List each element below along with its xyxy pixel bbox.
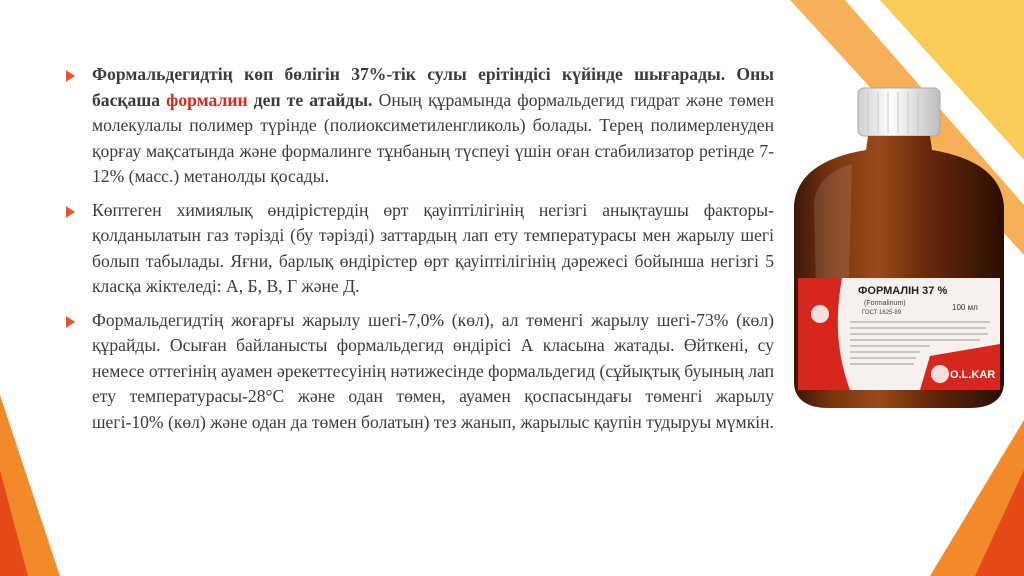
bullet-item-2 bbox=[62, 198, 774, 300]
bullet-rest: Оның құрамында формальдегид гидрат және төмен молекулалы полимер түрінде (полиоксиметиленгликоль) болады. Терең полимерленуден қорғау мақсатында және формалинге тұнбаның түспеуі үшін оған стабилизатор ретінде 7-12% (масс.) метанолды қосады. bbox=[92, 89, 775, 186]
label-volume: 100 мл bbox=[952, 303, 978, 312]
formalin-bottle-image bbox=[780, 82, 1018, 412]
bullet-text-1 bbox=[92, 62, 774, 190]
bullet-arrow-icon bbox=[66, 206, 75, 218]
bullet-arrow-icon bbox=[66, 316, 75, 328]
label-brand: O.L.KAR bbox=[950, 369, 996, 381]
bullet-arrow-icon bbox=[66, 70, 75, 82]
formalin-term: формалин bbox=[166, 89, 248, 110]
brand-bird-icon bbox=[931, 365, 949, 383]
bold-intro: Формальдегидтің көп бөлігін 37%-тік сулы ерітіндісі күйінде шығарады. Оны басқаша bbox=[92, 64, 774, 110]
label-title: ФОРМАЛІН 37 % bbox=[858, 285, 948, 297]
text-body bbox=[62, 62, 774, 443]
bullet-item-1 bbox=[62, 62, 774, 190]
label-latin: (Formalinum) bbox=[864, 300, 906, 307]
bold-outro: деп те атайды. bbox=[253, 89, 373, 110]
bird-logo-icon bbox=[811, 305, 829, 323]
bullet-text-2: Көптеген химиялық өндірістердің өрт қауіптілігінің негізгі анықтаушы факторы-қолданылатын газ тәрізді (бу тәрізді) заттардың лап ету температурасы мен жарылу шегі болып табылады. Яғни, барлық өндірістер өрт қауіптілігінің дәрежесі бойынша негізгі 5 класқа жіктеледі: А, Б, В, Г және Д. bbox=[92, 199, 774, 296]
label-gost: ГОСТ 1625-89 bbox=[862, 310, 902, 316]
bullet-item-3 bbox=[62, 308, 774, 436]
bullet-text-3: Формальдегидтің жоғарғы жарылу шегі-7,0% (көл), ал төменгі жарылу шегі-73% (көл) құрайды. Осыған байланысты формальдегид өндірісі А класына жатады. Өйткені, су немесе оттегінің ауамен әрекеттесуінің нәтижесінде формальдегид (сұйықтық буының лап ету температурасы-28°С және одан төмен, ауамен қоспасындағы төменгі жарылу шегі-10% (көл) және одан да төмен болатын) тез жанып, жарылыс қаупін тудыруы мүмкін. bbox=[92, 309, 774, 432]
